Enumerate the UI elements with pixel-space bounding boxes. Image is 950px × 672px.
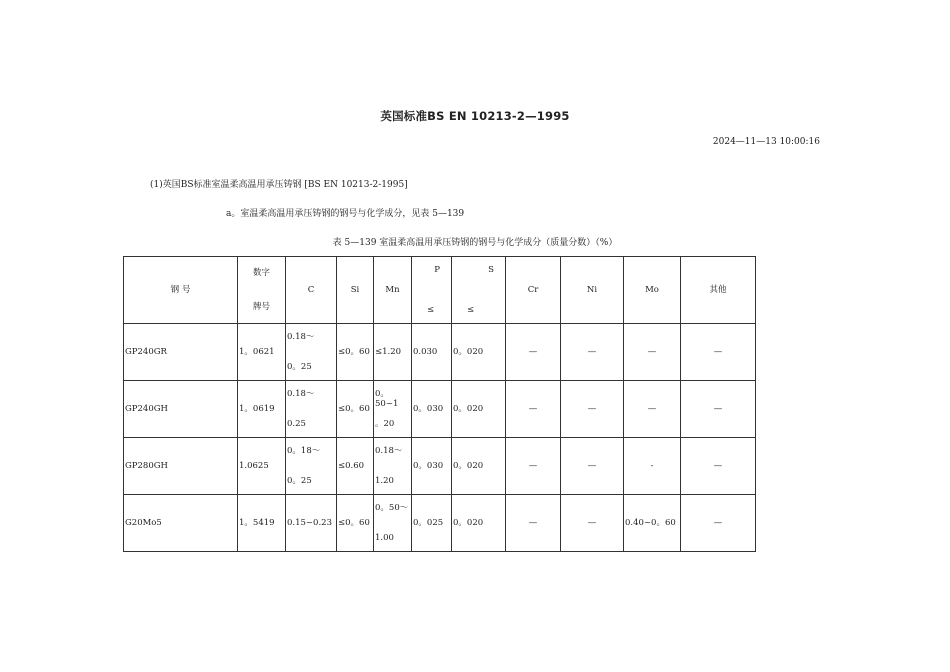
header-c: C — [286, 257, 337, 324]
cell-p: 0。025 — [412, 495, 452, 552]
timestamp: 2024—11—13 10:00:16 — [712, 137, 820, 147]
cell-ni: — — [561, 324, 624, 381]
cell-si: ≤0。60 — [337, 495, 374, 552]
cell-mn-line1: 0.18～ — [375, 446, 403, 456]
cell-other: — — [681, 438, 756, 495]
document-title: 英国标准BS EN 10213-2—1995 — [380, 109, 570, 123]
cell-mn — [374, 495, 412, 552]
header-s — [452, 257, 506, 324]
cell-mn-line2: 。20 — [375, 418, 395, 429]
cell-cr: — — [506, 438, 561, 495]
header-number-line1: 数字 — [252, 268, 270, 278]
header-number-line2: 牌号 — [252, 301, 270, 312]
cell-c-line1: 0.18～ — [287, 389, 315, 399]
cell-s: 0。020 — [452, 438, 506, 495]
cell-s: 0。020 — [452, 381, 506, 438]
composition-table — [123, 256, 756, 552]
cell-number: 1。0619 — [238, 381, 286, 438]
cell-p: 0。030 — [412, 438, 452, 495]
table-caption: 表 5—139 室温柔高温用承压铸钢的钢号与化学成分（质量分数）（%） — [332, 238, 618, 248]
table-row — [124, 324, 756, 381]
table-row — [124, 438, 756, 495]
paragraph-intro: a。室温柔高温用承压铸钢的钢号与化学成分，见表 5—139 — [226, 209, 465, 219]
cell-grade: G20Mo5 — [124, 495, 238, 552]
cell-cr: — — [506, 324, 561, 381]
cell-c — [286, 324, 337, 381]
cell-cr: — — [506, 495, 561, 552]
cell-other: — — [681, 324, 756, 381]
cell-mn: ≤1.20 — [374, 324, 412, 381]
cell-mn — [374, 381, 412, 438]
cell-c — [286, 381, 337, 438]
cell-c-line2: 0.25 — [287, 418, 306, 429]
cell-mn-line1: 0。50～ — [375, 503, 409, 513]
header-number — [238, 257, 286, 324]
header-p-le: ≤ — [427, 304, 435, 315]
table-row — [124, 381, 756, 438]
cell-si: ≤0。60 — [337, 324, 374, 381]
paragraph-standard: (1)英国BS标准室温柔高温用承压铸钢 [BS EN 10213-2-1995] — [150, 180, 408, 190]
table-header-row — [124, 257, 756, 324]
cell-si: ≤0。60 — [337, 381, 374, 438]
cell-c-line2: 0。25 — [287, 475, 312, 486]
cell-grade: GP240GR — [124, 324, 238, 381]
cell-mn-line2: 1.20 — [375, 475, 394, 486]
cell-grade: GP280GH — [124, 438, 238, 495]
cell-ni: — — [561, 381, 624, 438]
header-other: 其他 — [681, 257, 756, 324]
cell-number: 1。5419 — [238, 495, 286, 552]
cell-c-line1: 0。18～ — [287, 446, 321, 456]
cell-mn-line1: 0。50~1 — [375, 389, 399, 410]
cell-ni: — — [561, 495, 624, 552]
cell-c-line1: 0.18～ — [287, 332, 315, 342]
cell-other: — — [681, 495, 756, 552]
header-s-le: ≤ — [467, 304, 475, 315]
cell-cr: — — [506, 381, 561, 438]
cell-c — [286, 438, 337, 495]
header-p — [412, 257, 452, 324]
cell-s: 0。020 — [452, 495, 506, 552]
header-mo: Mo — [624, 257, 681, 324]
cell-mo: 0.40~0。60 — [624, 495, 681, 552]
cell-p: 0。030 — [412, 381, 452, 438]
cell-c-line2: 0。25 — [287, 361, 312, 372]
table-row — [124, 495, 756, 552]
header-si: Si — [337, 257, 374, 324]
cell-mn-line2: 1.00 — [375, 532, 394, 543]
cell-mo: — — [624, 324, 681, 381]
cell-ni: — — [561, 438, 624, 495]
header-mn: Mn — [374, 257, 412, 324]
cell-mo: - — [624, 438, 681, 495]
cell-s: 0。020 — [452, 324, 506, 381]
cell-c: 0.15~0.23 — [286, 495, 337, 552]
cell-number: 1。0621 — [238, 324, 286, 381]
header-ni: Ni — [561, 257, 624, 324]
header-cr: Cr — [506, 257, 561, 324]
header-s-label: S — [488, 265, 494, 275]
header-p-label: P — [434, 265, 440, 275]
cell-mn — [374, 438, 412, 495]
cell-mo: — — [624, 381, 681, 438]
cell-other: — — [681, 381, 756, 438]
cell-p: 0.030 — [412, 324, 452, 381]
cell-number: 1.0625 — [238, 438, 286, 495]
cell-grade: GP240GH — [124, 381, 238, 438]
header-grade: 钢 号 — [124, 257, 238, 324]
cell-si: ≤0.60 — [337, 438, 374, 495]
